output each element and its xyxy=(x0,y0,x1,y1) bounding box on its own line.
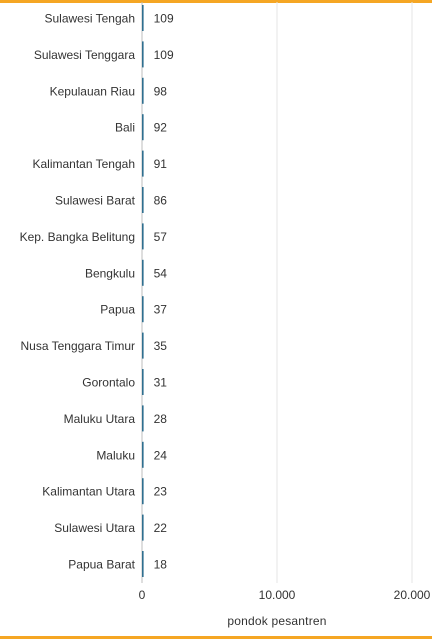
category-label: Kepulauan Riau xyxy=(49,84,135,99)
value-label: 92 xyxy=(153,120,167,135)
category-label: Maluku Utara xyxy=(63,411,135,426)
bar xyxy=(142,151,144,177)
bar xyxy=(142,442,144,468)
bar xyxy=(142,478,144,504)
value-label: 86 xyxy=(153,193,167,208)
bar xyxy=(142,515,144,541)
x-tick-labels xyxy=(139,588,431,602)
category-labels xyxy=(20,12,136,572)
category-label: Kep. Bangka Belitung xyxy=(19,229,135,244)
value-label: 18 xyxy=(153,557,167,572)
value-label: 98 xyxy=(153,84,167,99)
value-label: 109 xyxy=(153,11,174,26)
value-label: 109 xyxy=(153,47,174,62)
bar xyxy=(142,260,144,286)
category-label: Maluku xyxy=(96,448,135,463)
category-label: Bengkulu xyxy=(84,266,135,281)
bar xyxy=(142,551,144,577)
value-label: 24 xyxy=(153,448,167,463)
value-label: 35 xyxy=(153,339,167,354)
category-label: Gorontalo xyxy=(82,375,135,390)
value-label: 23 xyxy=(153,484,167,499)
category-label: Sulawesi Tengah xyxy=(44,11,135,26)
value-label: 22 xyxy=(153,521,167,536)
bar xyxy=(142,41,144,67)
category-label: Sulawesi Utara xyxy=(54,521,135,536)
bar xyxy=(142,296,144,322)
x-tick-label: 0 xyxy=(138,588,146,602)
bar xyxy=(142,5,144,31)
value-label: 57 xyxy=(153,229,167,244)
category-label: Nusa Tenggara Timur xyxy=(20,339,135,354)
bar xyxy=(142,78,144,104)
category-label: Papua xyxy=(100,302,135,317)
bar xyxy=(142,369,144,395)
value-labels xyxy=(154,12,174,572)
value-label: 31 xyxy=(153,375,167,390)
value-label: 91 xyxy=(153,157,167,172)
bar xyxy=(142,333,144,359)
value-label: 54 xyxy=(153,266,167,281)
category-label: Sulawesi Barat xyxy=(54,193,135,208)
x-tick-label: 20.000 xyxy=(393,588,431,602)
grid-lines xyxy=(142,2,412,583)
bar xyxy=(142,187,144,213)
category-label: Kalimantan Utara xyxy=(42,484,135,499)
category-label: Papua Barat xyxy=(68,557,135,572)
category-label: Bali xyxy=(114,120,135,135)
bar xyxy=(142,223,144,249)
value-label: 37 xyxy=(153,302,167,317)
bar xyxy=(142,114,144,140)
category-label: Sulawesi Tenggara xyxy=(33,47,135,62)
category-label: Kalimantan Tengah xyxy=(32,157,135,172)
value-label: 28 xyxy=(153,411,167,426)
bar xyxy=(142,405,144,431)
x-tick-label: 10.000 xyxy=(258,588,296,602)
x-axis-title: pondok pesantren xyxy=(227,614,327,628)
